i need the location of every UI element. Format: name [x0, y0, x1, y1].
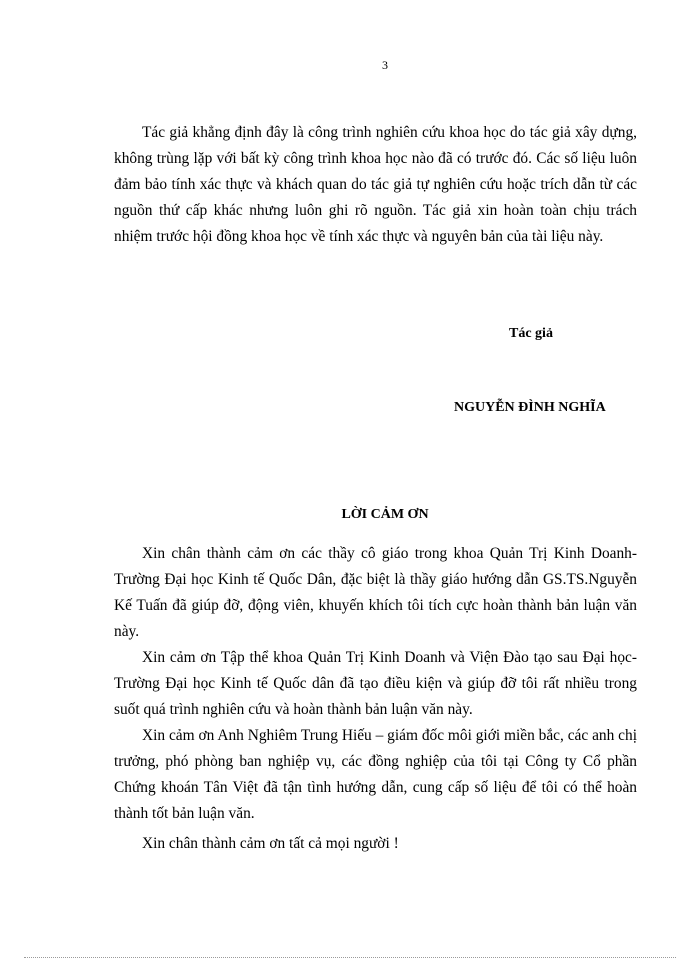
page-bottom-border — [24, 957, 676, 958]
acknowledgement-paragraph: Xin cảm ơn Anh Nghiêm Trung Hiếu – giám đốc môi giới miền bắc, các anh chị trưởng, phó phòng ban nghiệp vụ, các đồng nghiệp của tôi tại Công ty Cổ phần Chứng khoán Tân Việt đã tận tình hướng dẫn, cung cấp số liệu để tôi có thể hoàn thành tốt bản luận văn. — [114, 727, 637, 822]
signature-role: Tác giả — [509, 326, 553, 341]
closing-line: Xin chân thành cảm ơn tất cả mọi người ! — [142, 835, 399, 852]
page-number: 3 — [382, 58, 388, 72]
declaration-paragraph: Tác giả khẳng định đây là công trình nghiên cứu khoa học do tác giả xây dựng, không trùng lặp với bất kỳ công trình khoa học nào đã có trước đó. Các số liệu luôn đảm bảo tính xác thực và khách quan do tác giả tự nghiên cứu hoặc trích dẫn từ các nguồn thứ cấp khác nhưng luôn ghi rõ nguồn. Tác giả xin hoàn toàn chịu trách nhiệm trước hội đồng khoa học về tính xác thực và nguyên bản của tài liệu này. — [114, 124, 637, 245]
acknowledgement-section — [114, 541, 637, 827]
author-name: NGUYỄN ĐÌNH NGHĨA — [454, 400, 606, 415]
declaration-section — [114, 120, 637, 250]
acknowledgement-paragraph: Xin cảm ơn Tập thể khoa Quản Trị Kinh Doanh và Viện Đào tạo sau Đại học-Trường Đại học Kinh tế Quốc dân đã tạo điều kiện và giúp đỡ tôi rất nhiều trong suốt quá trình nghiên cứu và hoàn thành bản luận văn này. — [114, 649, 637, 718]
acknowledgement-paragraph: Xin chân thành cảm ơn các thầy cô giáo trong khoa Quản Trị Kinh Doanh-Trường Đại học Kinh tế Quốc Dân, đặc biệt là thầy giáo hướng dẫn GS.TS.Nguyễn Kế Tuấn đã giúp đỡ, động viên, khuyến khích tôi tích cực hoàn thành bản luận văn này. — [114, 545, 637, 640]
acknowledgement-title: LỜI CẢM ƠN — [341, 507, 429, 522]
